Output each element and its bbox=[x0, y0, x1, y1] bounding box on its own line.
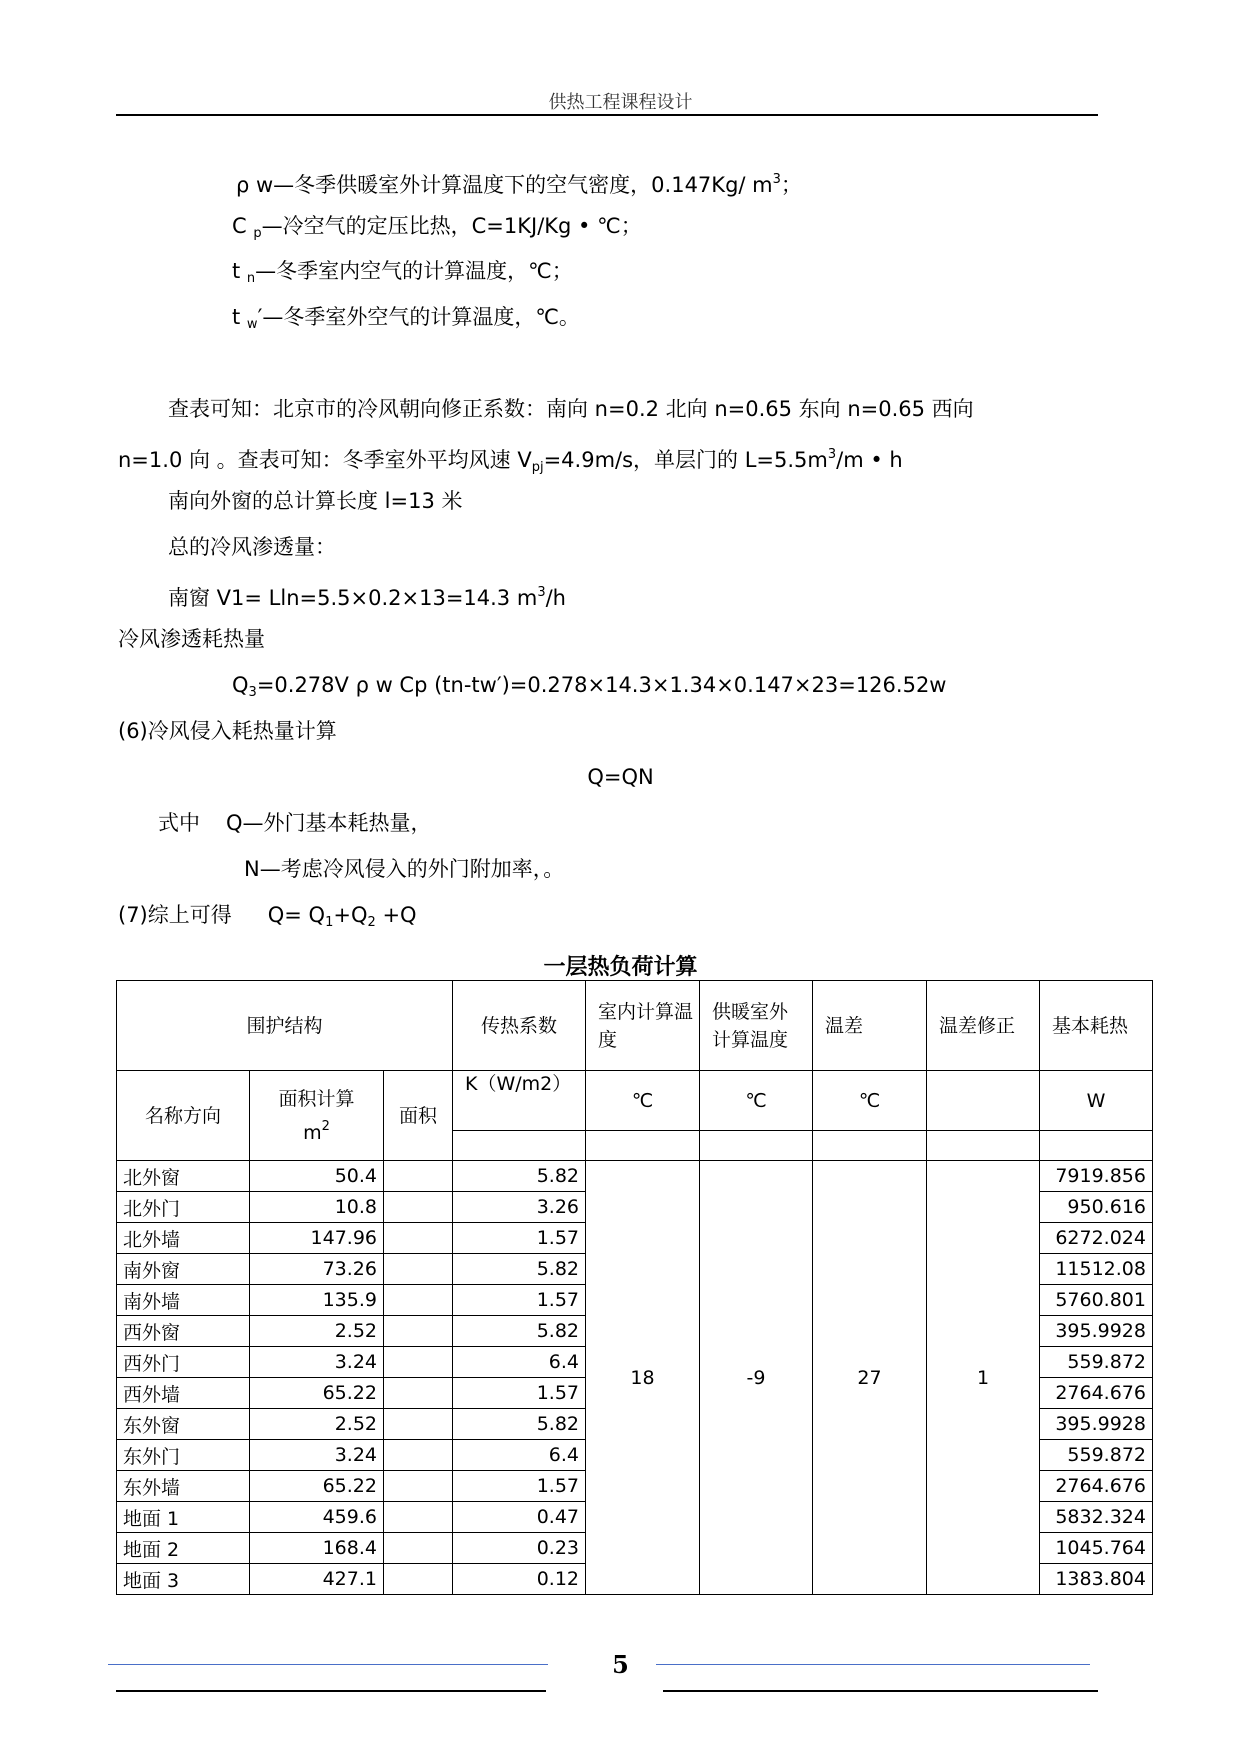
subscript: w bbox=[246, 317, 258, 332]
blank-cell bbox=[1040, 1131, 1153, 1161]
row-k: 0.12 bbox=[453, 1564, 586, 1595]
line-outdoor-temp bbox=[232, 302, 580, 340]
row-area-calc: 50.4 bbox=[250, 1161, 384, 1192]
row-area bbox=[384, 1223, 453, 1254]
subscript: p bbox=[253, 226, 262, 241]
row-base-heat: 11512.08 bbox=[1040, 1254, 1153, 1285]
subscript: n bbox=[246, 271, 256, 286]
row-area-calc: 168.4 bbox=[250, 1533, 384, 1564]
row-name: 西外门 bbox=[117, 1347, 250, 1378]
table-title: 一层热负荷计算 bbox=[543, 955, 698, 980]
row-area-calc: 3.24 bbox=[250, 1347, 384, 1378]
formula-q-qn: Q=QN bbox=[587, 765, 654, 789]
text: ； bbox=[780, 173, 802, 197]
row-k: 1.57 bbox=[453, 1223, 586, 1254]
text: n=1.0 向 。查表可知：冬季室外平均风速 V bbox=[118, 448, 532, 472]
row-k: 0.47 bbox=[453, 1502, 586, 1533]
text: t bbox=[232, 305, 247, 329]
unit-indoor-temp: ℃ bbox=[586, 1071, 700, 1131]
text: +Q bbox=[375, 903, 417, 927]
line-infiltration-heat: 冷风渗透耗热量 bbox=[118, 627, 265, 651]
header-structure: 围护结构 bbox=[117, 981, 453, 1071]
line-air-density bbox=[236, 165, 802, 200]
header-temp-correction: 温差修正 bbox=[927, 981, 1040, 1071]
row-name: 地面 1 bbox=[117, 1502, 250, 1533]
row-area bbox=[384, 1254, 453, 1285]
row-name: 南外墙 bbox=[117, 1285, 250, 1316]
text: Q= Q bbox=[267, 903, 326, 927]
heat-load-table bbox=[116, 980, 1153, 1595]
line-q3-formula bbox=[232, 670, 946, 708]
row-area-calc: 65.22 bbox=[250, 1378, 384, 1409]
line-orientation-coefficients: 查表可知：北京市的冷风朝向修正系数：南向 n=0.2 北向 n=0.65 东向 n=0.65 西向 bbox=[168, 397, 974, 421]
superscript: 3 bbox=[772, 172, 781, 187]
row-area bbox=[384, 1471, 453, 1502]
merged-tin: 18 bbox=[586, 1161, 700, 1595]
row-area-calc: 73.26 bbox=[250, 1254, 384, 1285]
unit-correction bbox=[927, 1071, 1040, 1131]
row-k: 1.57 bbox=[453, 1471, 586, 1502]
row-area-calc: 459.6 bbox=[250, 1502, 384, 1533]
row-area-calc: 135.9 bbox=[250, 1285, 384, 1316]
row-name: 南外窗 bbox=[117, 1254, 250, 1285]
header-k: 传热系数 bbox=[453, 981, 586, 1071]
row-base-heat: 1045.764 bbox=[1040, 1533, 1153, 1564]
header-rule bbox=[116, 114, 1098, 116]
row-area bbox=[384, 1564, 453, 1595]
text: /h bbox=[545, 586, 566, 610]
text: =0.278V ρ w Cp (tn-tw′)=0.278×14.3×1.34×0.147×23=126.52w bbox=[256, 673, 947, 697]
row-area bbox=[384, 1409, 453, 1440]
row-area bbox=[384, 1316, 453, 1347]
subscript: 1 bbox=[325, 915, 334, 930]
text: ρ w—冬季供暖室外计算温度下的空气密度，0.147Kg/ m bbox=[236, 173, 773, 197]
footer-rule-left bbox=[116, 1690, 546, 1692]
row-area bbox=[384, 1285, 453, 1316]
row-base-heat: 559.872 bbox=[1040, 1440, 1153, 1471]
text: 式中 bbox=[158, 811, 200, 835]
superscript: 3 bbox=[827, 447, 837, 462]
row-area-calc: 147.96 bbox=[250, 1223, 384, 1254]
text: 南窗 V1= Lln=5.5×0.2×13=14.3 m bbox=[168, 586, 538, 610]
header-area: 面积 bbox=[384, 1071, 453, 1161]
row-name: 北外窗 bbox=[117, 1161, 250, 1192]
line-window-length: 南向外窗的总计算长度 l=13 米 bbox=[168, 489, 463, 513]
unit-temp-diff: ℃ bbox=[813, 1071, 927, 1131]
line-where-n: N—考虑冷风侵入的外门附加率，。 bbox=[244, 857, 565, 881]
row-name: 北外墙 bbox=[117, 1223, 250, 1254]
line-total-infiltration: 总的冷风渗透量： bbox=[168, 535, 336, 559]
row-name: 东外门 bbox=[117, 1440, 250, 1471]
row-k: 5.82 bbox=[453, 1254, 586, 1285]
subscript: 3 bbox=[248, 685, 257, 700]
text: =4.9m/s，单层门的 L=5.5m bbox=[543, 448, 828, 472]
header-area-calc bbox=[250, 1071, 384, 1161]
row-k: 3.26 bbox=[453, 1192, 586, 1223]
text: +Q bbox=[333, 903, 368, 927]
subscript: pj bbox=[531, 460, 544, 475]
row-name: 东外窗 bbox=[117, 1409, 250, 1440]
line-south-window-volume bbox=[168, 578, 566, 613]
text: —冬季室内空气的计算温度，℃； bbox=[255, 259, 573, 283]
line-specific-heat bbox=[232, 211, 642, 249]
text: ′—冬季室外空气的计算温度，℃。 bbox=[257, 305, 580, 329]
row-k: 5.82 bbox=[453, 1409, 586, 1440]
unit-base-heat: W bbox=[1040, 1071, 1153, 1131]
header-outdoor-temp: 供暖室外计算温度 bbox=[700, 981, 813, 1071]
blank-cell bbox=[586, 1131, 700, 1161]
row-area-calc: 10.8 bbox=[250, 1192, 384, 1223]
row-area-calc: 65.22 bbox=[250, 1471, 384, 1502]
subscript: 2 bbox=[367, 915, 376, 930]
blank-cell bbox=[927, 1131, 1040, 1161]
row-area bbox=[384, 1347, 453, 1378]
header-indoor-temp: 室内计算温度 bbox=[586, 981, 700, 1071]
row-base-heat: 1383.804 bbox=[1040, 1564, 1153, 1595]
row-name: 东外墙 bbox=[117, 1471, 250, 1502]
line-indoor-temp bbox=[232, 256, 573, 294]
unit-k: K（W/m2） bbox=[453, 1071, 586, 1131]
line-where-q bbox=[158, 808, 432, 838]
row-k: 6.4 bbox=[453, 1347, 586, 1378]
row-base-heat: 7919.856 bbox=[1040, 1161, 1153, 1192]
row-base-heat: 6272.024 bbox=[1040, 1223, 1153, 1254]
row-area-calc: 3.24 bbox=[250, 1440, 384, 1471]
text: Q bbox=[232, 673, 249, 697]
table-row bbox=[117, 1161, 1153, 1192]
row-name: 西外墙 bbox=[117, 1378, 250, 1409]
section-6-heading: (6)冷风侵入耗热量计算 bbox=[118, 719, 337, 743]
row-k: 5.82 bbox=[453, 1316, 586, 1347]
row-base-heat: 395.9928 bbox=[1040, 1409, 1153, 1440]
row-area bbox=[384, 1533, 453, 1564]
row-area bbox=[384, 1502, 453, 1533]
row-name: 地面 3 bbox=[117, 1564, 250, 1595]
row-base-heat: 2764.676 bbox=[1040, 1471, 1153, 1502]
row-base-heat: 5760.801 bbox=[1040, 1285, 1153, 1316]
row-area-calc: 2.52 bbox=[250, 1409, 384, 1440]
text: 面积计算 bbox=[278, 1087, 355, 1110]
section-7-summary bbox=[118, 900, 417, 938]
text: Q—外门基本耗热量， bbox=[226, 811, 432, 835]
header-temp-diff: 温差 bbox=[813, 981, 927, 1071]
row-area bbox=[384, 1161, 453, 1192]
superscript: 3 bbox=[537, 585, 546, 600]
row-base-heat: 5832.324 bbox=[1040, 1502, 1153, 1533]
header-name-direction: 名称方向 bbox=[117, 1071, 250, 1161]
page-number: 5 bbox=[612, 1650, 629, 1679]
merged-tout: -9 bbox=[700, 1161, 813, 1595]
text: m bbox=[303, 1121, 322, 1144]
text: C bbox=[232, 214, 254, 238]
row-k: 1.57 bbox=[453, 1285, 586, 1316]
row-name: 西外窗 bbox=[117, 1316, 250, 1347]
row-base-heat: 395.9928 bbox=[1040, 1316, 1153, 1347]
merged-corr: 1 bbox=[927, 1161, 1040, 1595]
line-wind-speed bbox=[118, 440, 903, 483]
row-name: 北外门 bbox=[117, 1192, 250, 1223]
superscript: 2 bbox=[321, 1118, 330, 1134]
row-base-heat: 559.872 bbox=[1040, 1347, 1153, 1378]
row-area bbox=[384, 1192, 453, 1223]
row-k: 0.23 bbox=[453, 1533, 586, 1564]
blank-cell bbox=[700, 1131, 813, 1161]
footer-rule-right bbox=[663, 1690, 1098, 1692]
header-base-heat: 基本耗热 bbox=[1040, 981, 1153, 1071]
text: t bbox=[232, 259, 247, 283]
row-k: 6.4 bbox=[453, 1440, 586, 1471]
row-area bbox=[384, 1378, 453, 1409]
row-area-calc: 427.1 bbox=[250, 1564, 384, 1595]
row-area-calc: 2.52 bbox=[250, 1316, 384, 1347]
row-base-heat: 2764.676 bbox=[1040, 1378, 1153, 1409]
row-name: 地面 2 bbox=[117, 1533, 250, 1564]
row-base-heat: 950.616 bbox=[1040, 1192, 1153, 1223]
row-k: 1.57 bbox=[453, 1378, 586, 1409]
page-header-title: 供热工程课程设计 bbox=[548, 92, 693, 113]
text: (7)综上可得 bbox=[118, 903, 232, 927]
text: /m • h bbox=[836, 448, 903, 472]
text: —冷空气的定压比热，C=1KJ/Kg • ℃； bbox=[261, 214, 642, 238]
blank-cell bbox=[453, 1131, 586, 1161]
unit-outdoor-temp: ℃ bbox=[700, 1071, 813, 1131]
row-k: 5.82 bbox=[453, 1161, 586, 1192]
row-area bbox=[384, 1440, 453, 1471]
blank-cell bbox=[813, 1131, 927, 1161]
merged-dt: 27 bbox=[813, 1161, 927, 1595]
